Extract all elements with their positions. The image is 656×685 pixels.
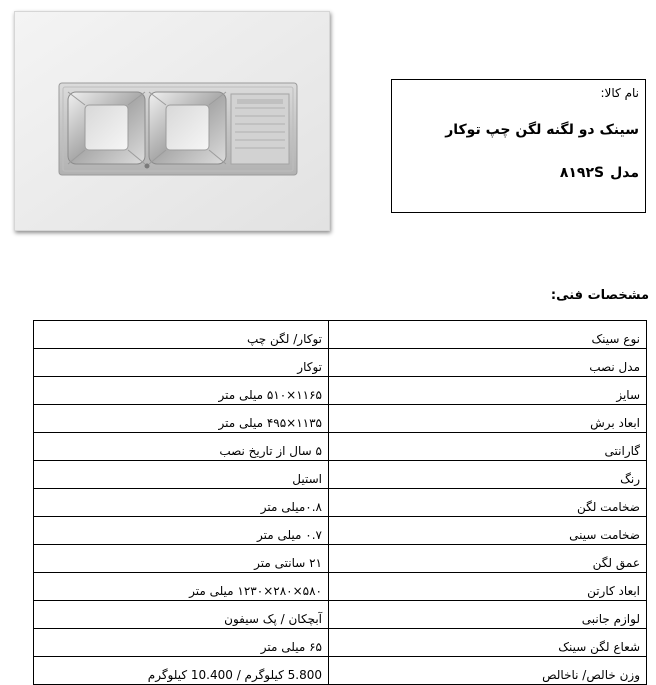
product-photo [14,11,330,231]
table-row [34,517,647,545]
spec-key: ابعاد کارتن [329,573,647,601]
spec-value: 5.800 کیلوگرم / 10.400 کیلوگرم [34,657,329,685]
table-row [34,461,647,489]
spec-key: وزن خالص/ ناخالص [329,657,647,685]
specs-table [33,320,647,685]
table-row [34,377,647,405]
spec-key: رنگ [329,461,647,489]
table-row [34,573,647,601]
table-row [34,629,647,657]
spec-value: ۵۸۰×۲۸۰×۱۲۳۰ میلی متر [34,573,329,601]
table-row [34,349,647,377]
spec-key: نوع سینک [329,321,647,349]
spec-value: ۶۵ میلی متر [34,629,329,657]
spec-key: سایز [329,377,647,405]
spec-value: توکار/ لگن چپ [34,321,329,349]
table-row [34,433,647,461]
spec-value: ۰.۸میلی متر [34,489,329,517]
spec-value: ۱۱۳۵×۴۹۵ میلی متر [34,405,329,433]
spec-value: آبچکان / پک سیفون [34,601,329,629]
spec-key: عمق لگن [329,545,647,573]
table-row [34,545,647,573]
product-model [554,165,639,181]
spec-value: توکار [34,349,329,377]
table-row [34,657,647,685]
spec-key: گارانتی [329,433,647,461]
spec-key: شعاع لگن سینک [329,629,647,657]
specs-title: مشخصات فنی: [550,288,649,303]
spec-value: استیل [34,461,329,489]
product-title: سینک دو لگنه لگن چپ توکار [445,122,639,138]
spec-key: ضخامت سینی [329,517,647,545]
spec-key: لوازم جانبی [329,601,647,629]
spec-key: مدل نصب [329,349,647,377]
spec-value: ۰.۷ میلی متر [34,517,329,545]
sink-illustration [15,12,329,230]
table-row [34,601,647,629]
table-row [34,405,647,433]
spec-key: ابعاد برش [329,405,647,433]
product-name-box [391,79,646,213]
product-name-label: نام کالا: [600,86,639,100]
spec-value: ۵ سال از تاریخ نصب [34,433,329,461]
spec-key: ضخامت لگن [329,489,647,517]
spec-value: ۱۱۶۵×۵۱۰ میلی متر [34,377,329,405]
model-label: مدل [610,165,639,181]
model-value: ۸۱۹۲S [559,165,605,181]
table-row [34,321,647,349]
table-row [34,489,647,517]
spec-value: ۲۱ سانتی متر [34,545,329,573]
